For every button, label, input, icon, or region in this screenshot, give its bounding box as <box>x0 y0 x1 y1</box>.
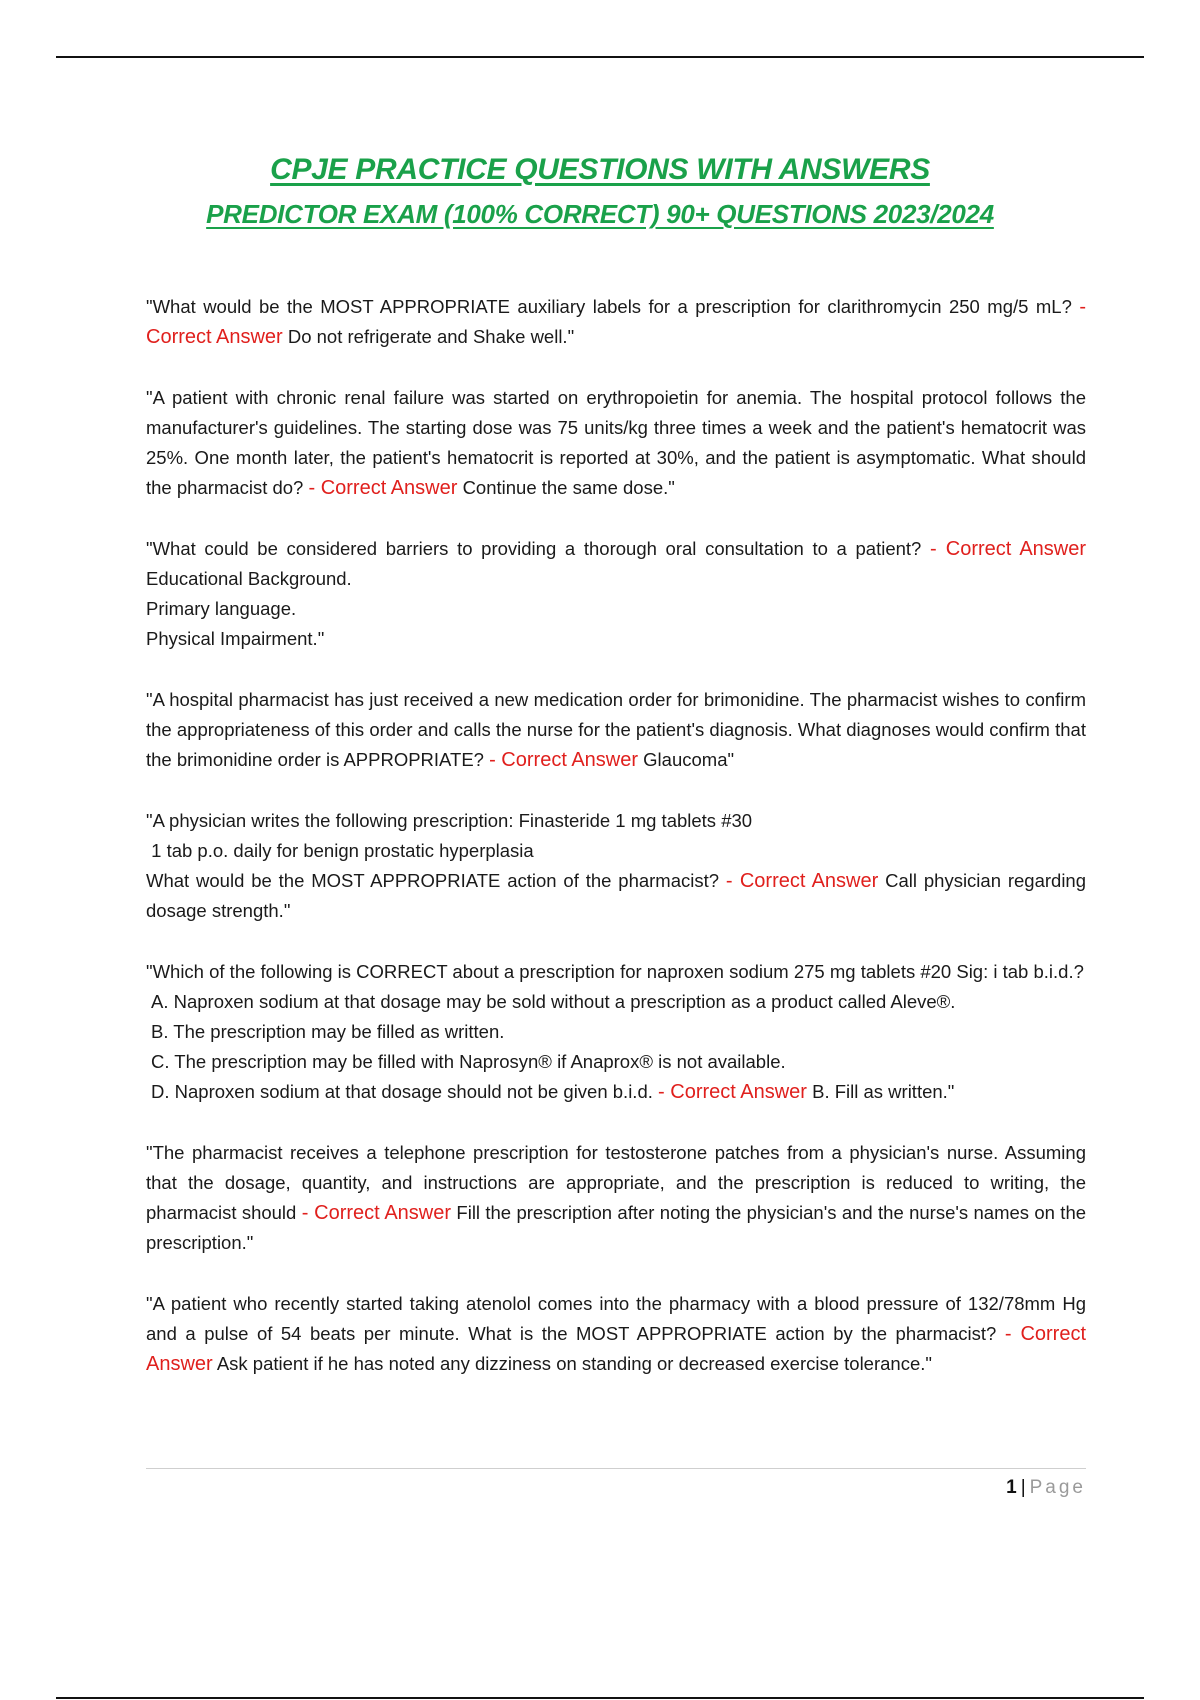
option-a: A. Naproxen sodium at that dosage may be sold without a prescription as a product called Aleve®. <box>151 991 956 1012</box>
correct-answer-label: - Correct Answer <box>308 477 458 499</box>
answer-text: Ask patient if he has noted any dizziness on standing or decreased exercise tolerance." <box>216 1353 932 1374</box>
qa-item-2 <box>146 383 1086 503</box>
qa-item-7 <box>146 1138 1086 1258</box>
answer-text: Glaucoma" <box>643 749 735 770</box>
correct-answer-label: - Correct Answer <box>301 1202 452 1224</box>
option-c: C. The prescription may be filled with Naprosyn® if Anaprox® is not available. <box>151 1051 786 1072</box>
option-b: B. The prescription may be filled as written. <box>151 1021 505 1042</box>
qa-list <box>146 292 1086 1410</box>
correct-answer-label: - Correct Answer <box>146 1323 1087 1375</box>
answer-text: Educational Background. <box>146 568 352 589</box>
correct-answer-label: - Correct Answer <box>489 749 639 771</box>
page-word: Page <box>1029 1477 1086 1498</box>
title-line-2: PREDICTOR EXAM (100% CORRECT) 90+ QUESTIONS 2023/2024 <box>206 199 994 229</box>
document-title <box>0 148 1200 236</box>
question-text: 1 tab p.o. daily for benign prostatic hyperplasia <box>146 840 534 861</box>
question-text: What would be the MOST APPROPRIATE action of the pharmacist? <box>146 870 720 891</box>
question-text: "What would be the MOST APPROPRIATE auxiliary labels for a prescription for clarithromycin 250 mg/5 mL? <box>146 296 1072 317</box>
qa-item-5 <box>146 806 1086 926</box>
option-d: D. Naproxen sodium at that dosage should not be given b.i.d. <box>151 1081 653 1102</box>
question-text: "Which of the following is CORRECT about a prescription for naproxen sodium 275 mg tablets #20 Sig: i tab b.i.d.? <box>146 961 1084 982</box>
answer-text: Call physician regarding dosage strength." <box>146 870 1087 921</box>
page-number-value: 1 <box>1006 1477 1017 1498</box>
question-text: "The pharmacist receives a telephone prescription for testosterone patches from a physician's nurse. Assuming that the dosage, quantity, and instructions are appropriate, and the prescription is reduced to writing, the pharmacist should <box>146 1142 1086 1223</box>
option-d-with-answer <box>146 1077 1086 1107</box>
qa-item-3 <box>146 534 1086 654</box>
page-separator: | <box>1020 1477 1026 1498</box>
correct-answer-label: - Correct Answer <box>930 538 1087 560</box>
correct-answer-label: - Correct Answer <box>658 1081 807 1103</box>
qa-item-6 <box>146 957 1086 1107</box>
answer-text: Fill the prescription after noting the physician's and the nurse's names on the prescription." <box>146 1202 1087 1253</box>
question-text: "What could be considered barriers to providing a thorough oral consultation to a patient? <box>146 538 922 559</box>
question-text: "A patient with chronic renal failure was started on erythropoietin for anemia. The hospital protocol follows the manufacturer's guidelines. The starting dose was 75 units/kg three times a week and the patient's hematocrit was 25%. One month later, the patient's hematocrit is reported at 30%, and the patient is asymptomatic. What should the pharmacist do? <box>146 387 1086 498</box>
qa-item-8 <box>146 1289 1086 1379</box>
answer-text: B. Fill as written." <box>812 1081 955 1102</box>
question-text: "A physician writes the following prescription: Finasteride 1 mg tablets #30 <box>146 810 753 831</box>
page-number <box>1006 1477 1086 1499</box>
answer-text: Primary language. <box>146 598 297 619</box>
options-list <box>146 987 1086 1107</box>
correct-answer-label: - Correct Answer <box>725 870 879 892</box>
title-line-1: CPJE PRACTICE QUESTIONS WITH ANSWERS <box>270 153 930 186</box>
correct-answer-label: - Correct Answer <box>146 296 1087 348</box>
qa-item-1 <box>146 292 1086 352</box>
question-text: "A patient who recently started taking atenolol comes into the pharmacy with a blood pressure of 132/78mm Hg and a pulse of 54 beats per minute. What is the MOST APPROPRIATE action by the pharmacist? <box>146 1293 1086 1344</box>
footer-rule <box>56 1697 1144 1699</box>
answer-text: Continue the same dose." <box>462 477 675 498</box>
answer-text: Physical Impairment." <box>146 628 325 649</box>
answer-text: Do not refrigerate and Shake well." <box>287 326 575 347</box>
page-footer <box>146 1468 1086 1498</box>
qa-item-4 <box>146 685 1086 775</box>
header-rule <box>56 56 1144 58</box>
question-text: "A hospital pharmacist has just received a new medication order for brimonidine. The pharmacist wishes to confirm the appropriateness of this order and calls the nurse for the patient's diagnosis. What diagnoses would confirm that the brimonidine order is APPROPRIATE? <box>146 689 1086 770</box>
